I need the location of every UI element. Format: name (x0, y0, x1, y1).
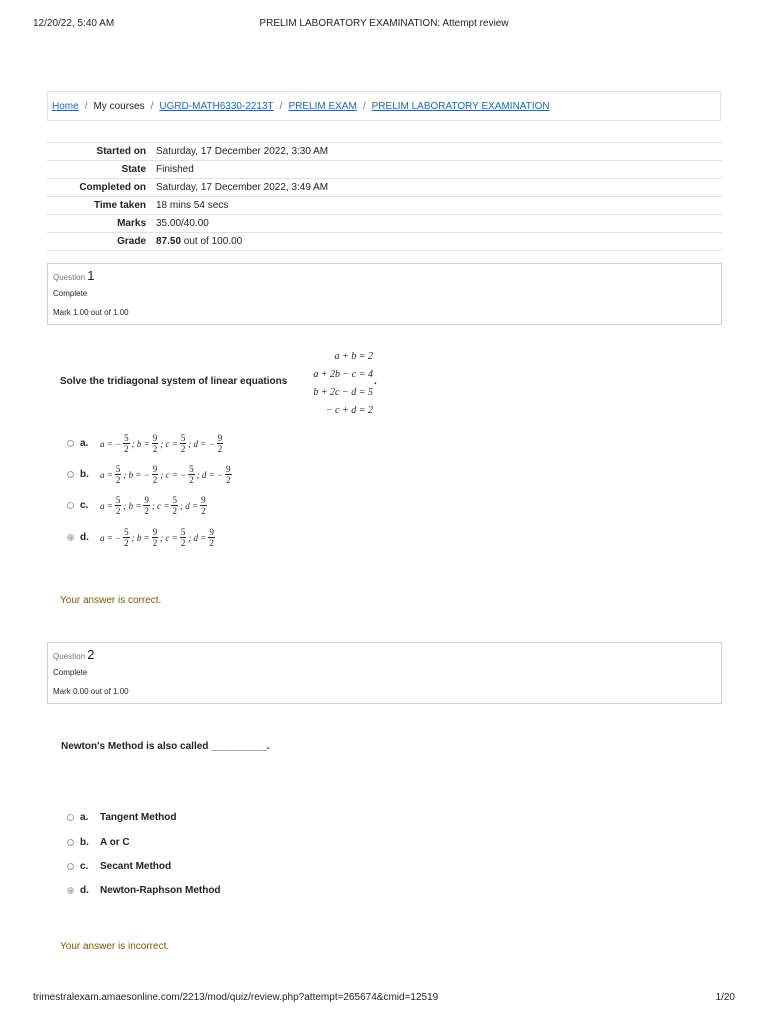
grade-value: 87.50 (156, 236, 182, 247)
page-number: 1/20 (715, 992, 735, 1003)
question-state: Complete (53, 668, 88, 677)
fraction: $\frac{9}{2}$ (226, 464, 231, 485)
math-expression: a = $\frac{5}{2}$ ; b = $\frac{9}{2}$ ; c = $\frac{5}{2}$ ; d = $\frac{9}{2}$ (100, 495, 206, 516)
summary-row-time: Time taken 18 mins 54 secs (47, 197, 722, 215)
fraction: $\frac{5}{2}$ (115, 495, 121, 516)
print-footer (0, 992, 768, 1006)
breadcrumb-quiz[interactable]: PRELIM LABORATORY EXAMINATION (371, 100, 550, 112)
fraction: $\frac{5}{2}$ (180, 527, 186, 548)
question-mark: Mark 0.00 out of 1.00 (53, 687, 129, 696)
radio-button[interactable] (67, 471, 74, 478)
breadcrumb-separator: / (84, 100, 88, 112)
period: . (374, 376, 377, 387)
summary-row-marks: Marks 35.00/40.00 (47, 215, 722, 233)
question-number: 1 (87, 268, 95, 283)
fraction: $\frac{5}{2}$ (124, 527, 129, 548)
fraction: $\frac{9}{2}$ (152, 433, 158, 454)
print-title: PRELIM LABORATORY EXAMINATION: Attempt review (259, 18, 509, 29)
fraction: $\frac{5}{2}$ (180, 433, 186, 454)
option-b[interactable]: b. a = $\frac{5}{2}$ ; b = − $\frac{9}{2}$ ; c = − $\frac{5}{2}$ ; d = − $\frac{9}{2}$ (67, 464, 234, 485)
question-number: 2 (87, 647, 95, 662)
math-expression: a = − $\frac{5}{2}$ ; b = $\frac{9}{2}$ ; c = $\frac{5}{2}$ ; d = $\frac{9}{2}$ (100, 527, 214, 548)
question-1-feedback: Your answer is correct. (60, 595, 162, 606)
option-b[interactable]: b. A or C (67, 837, 130, 848)
radio-button[interactable] (67, 440, 74, 447)
math-expression: a = − $\frac{5}{2}$ ; b = $\frac{9}{2}$ ; c = $\frac{5}{2}$ ; d = − $\frac{9}{2}$ (100, 433, 223, 454)
option-c[interactable]: c. Secant Method (67, 861, 171, 872)
radio-button-selected[interactable] (67, 887, 74, 894)
question-2-text: Newton's Method is also called __________. (61, 741, 270, 752)
fraction: $\frac{5}{2}$ (115, 464, 121, 485)
breadcrumb-home[interactable]: Home (52, 100, 79, 112)
question-mark: Mark 1.00 out of 1.00 (53, 308, 129, 317)
summary-row-completed: Completed on Saturday, 17 December 2022, 3:49 AM (47, 179, 722, 197)
fraction: $\frac{5}{2}$ (189, 464, 194, 485)
print-header (0, 18, 768, 32)
equation-system: a + b = 2 a + 2b − c = 4 b + 2c − d = 5 − c + d = 2 (313, 351, 373, 416)
summary-row-grade: Grade 87.50 out of 100.00 (47, 233, 722, 251)
summary-row-state: State Finished (47, 161, 722, 179)
option-a[interactable]: a. a = − $\frac{5}{2}$ ; b = $\frac{9}{2}$ ; c = $\frac{5}{2}$ ; d = − $\frac{9}{2}$ (67, 433, 225, 454)
breadcrumb-separator: / (150, 100, 154, 112)
option-a[interactable]: a. Tangent Method (67, 812, 176, 823)
question-state: Complete (53, 289, 88, 298)
question-1-text: Solve the tridiagonal system of linear equations (60, 376, 288, 387)
print-url: trimestralexam.amaesonline.com/2213/mod/quiz/review.php?attempt=265674&cmid=12519 (33, 992, 439, 1003)
breadcrumb (47, 91, 721, 121)
option-d[interactable]: d. Newton-Raphson Method (67, 885, 221, 896)
option-d[interactable]: d. a = − $\frac{5}{2}$ ; b = $\frac{9}{2}$ ; c = $\frac{5}{2}$ ; d = $\frac{9}{2}$ (67, 527, 217, 548)
fraction: $\frac{9}{2}$ (144, 495, 149, 516)
breadcrumb-course[interactable]: UGRD-MATH6330-2213T (159, 100, 274, 112)
fraction: $\frac{9}{2}$ (217, 433, 223, 454)
breadcrumb-separator: / (362, 100, 366, 112)
radio-button[interactable] (67, 839, 74, 846)
breadcrumb-my-courses: My courses (93, 100, 145, 112)
radio-button[interactable] (67, 814, 74, 821)
fraction: $\frac{9}{2}$ (209, 527, 214, 548)
radio-button[interactable] (67, 863, 74, 870)
attempt-summary-table (47, 142, 722, 251)
radio-button-selected[interactable] (67, 534, 74, 541)
fraction: $\frac{5}{2}$ (124, 433, 129, 454)
fraction: $\frac{9}{2}$ (152, 527, 158, 548)
math-expression: a = $\frac{5}{2}$ ; b = − $\frac{9}{2}$ ; c = − $\frac{5}{2}$ ; d = − $\frac{9}{2}$ (100, 464, 231, 485)
summary-row-started: Started on Saturday, 17 December 2022, 3:30 AM (47, 143, 722, 161)
fraction: $\frac{9}{2}$ (152, 464, 158, 485)
option-c[interactable]: c. a = $\frac{5}{2}$ ; b = $\frac{9}{2}$ ; c = $\frac{5}{2}$ ; d = $\frac{9}{2}$ (67, 495, 209, 516)
print-date: 12/20/22, 5:40 AM (33, 18, 115, 29)
breadcrumb-prelim-exam[interactable]: PRELIM EXAM (288, 100, 357, 112)
fraction: $\frac{5}{2}$ (172, 495, 177, 516)
fraction: $\frac{9}{2}$ (201, 495, 206, 516)
question-2-feedback: Your answer is incorrect. (60, 941, 170, 952)
radio-button[interactable] (67, 502, 74, 509)
question-1-info: Question 1 Complete Mark 1.00 out of 1.00 (47, 263, 722, 325)
question-2-info: Question 2 Complete Mark 0.00 out of 1.00 (47, 642, 722, 704)
breadcrumb-separator: / (279, 100, 283, 112)
